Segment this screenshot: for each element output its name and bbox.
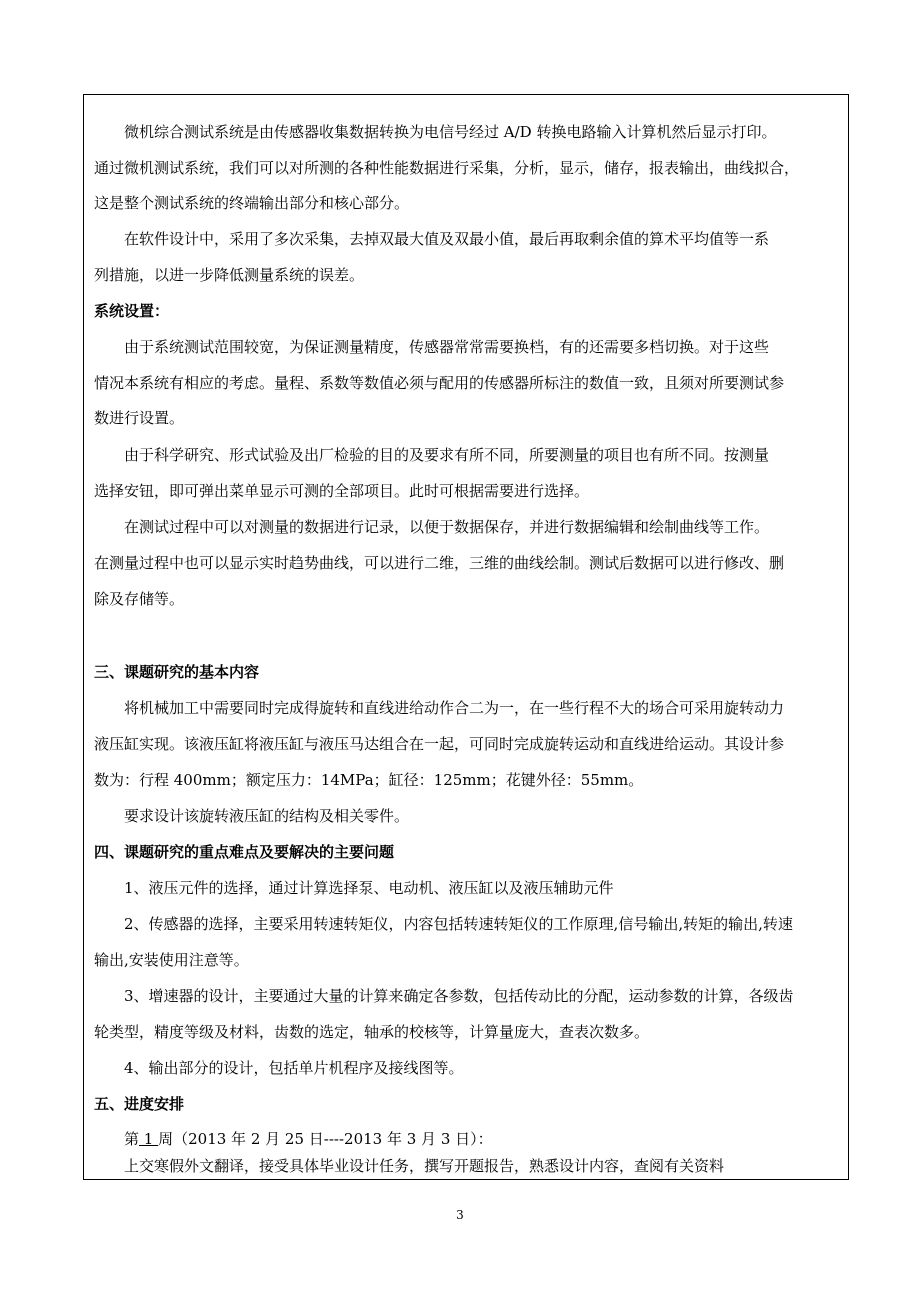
week-prefix: 第 — [94, 1130, 140, 1148]
text-line: 数为：行程 400mm；额定压力：14MPa；缸径：125mm；花键外径：55mm。 — [94, 771, 644, 789]
text-line: 在测试过程中可以对测量的数据进行记录，以便于数据保存，并进行数据编辑和绘制曲线等工作。 — [94, 518, 770, 536]
text-line: 在测量过程中也可以显示实时趋势曲线，可以进行二维，三维的曲线绘制。测试后数据可以进行修改、删 — [94, 554, 785, 572]
schedule-week-line — [94, 1129, 493, 1149]
schedule-task-line: 上交寒假外文翻译，接受具体毕业设计任务，撰写开题报告，熟悉设计内容，查阅有关资料 — [94, 1157, 725, 1175]
content-frame — [83, 94, 849, 1180]
text-line: 输出,安装使用注意等。 — [94, 951, 249, 969]
text-line: 液压缸实现。该液压缸将液压缸与液压马达组合在一起，可同时完成旋转运动和直线进给运动。其设计参 — [94, 735, 785, 753]
week-number: 1 — [139, 1130, 159, 1148]
text-line: 通过微机测试系统，我们可以对所测的各种性能数据进行采集，分析，显示，储存，报表输出，曲线拟合， — [94, 159, 800, 177]
text-line: 数进行设置。 — [94, 409, 185, 427]
text-line: 在软件设计中，采用了多次采集，去掉双最大值及双最小值，最后再取剩余值的算术平均值等一系 — [94, 230, 770, 248]
text-line: 选择安钮，即可弹出菜单显示可测的全部项目。此时可根据需要进行选择。 — [94, 482, 590, 500]
text-line: 除及存储等。 — [94, 590, 185, 608]
week-dates: 周（2013 年 2 月 25 日----2013 年 3 月 3 日）： — [158, 1130, 493, 1148]
text-line: 1、液压元件的选择，通过计算选择泵、电动机、液压缸以及液压辅助元件 — [94, 879, 614, 897]
text-line: 2、传感器的选择，主要采用转速转矩仪，内容包括转速转矩仪的工作原理,信号输出,转矩的输出,转速 — [94, 915, 793, 933]
text-line: 轮类型，精度等级及材料，齿数的选定，轴承的校核等，计算量庞大，查表次数多。 — [94, 1023, 650, 1041]
text-line: 由于系统测试范围较宽，为保证测量精度，传感器常常需要换档，有的还需要多档切换。对于这些 — [94, 338, 770, 356]
text-line: 列措施，以进一步降低测量系统的误差。 — [94, 266, 365, 284]
text-line: 情况本系统有相应的考虑。量程、系数等数值必须与配用的传感器所标注的数值一致，且须对所要测试参 — [94, 374, 785, 392]
section-heading: 五、进度安排 — [94, 1095, 185, 1113]
text-line: 由于科学研究、形式试验及出厂检验的目的及要求有所不同，所要测量的项目也有所不同。按测量 — [94, 446, 770, 464]
section-heading: 系统设置： — [94, 302, 170, 320]
section-heading: 三、课题研究的基本内容 — [94, 663, 260, 681]
text-line: 4、输出部分的设计，包括单片机程序及接线图等。 — [94, 1059, 464, 1077]
text-line: 3、增速器的设计，主要通过大量的计算来确定各参数，包括传动比的分配，运动参数的计算，各级齿 — [94, 987, 794, 1005]
page-number: 3 — [456, 1208, 464, 1222]
section-heading: 四、课题研究的重点难点及要解决的主要问题 — [94, 843, 395, 861]
text-line: 将机械加工中需要同时完成得旋转和直线进给动作合二为一，在一些行程不大的场合可采用旋转动力 — [94, 699, 785, 717]
text-line: 这是整个测试系统的终端输出部分和核心部分。 — [94, 194, 410, 212]
text-line: 要求设计该旋转液压缸的结构及相关零件。 — [94, 807, 410, 825]
text-line: 微机综合测试系统是由传感器收集数据转换为电信号经过 A/D 转换电路输入计算机然后显示打印。 — [94, 123, 777, 141]
